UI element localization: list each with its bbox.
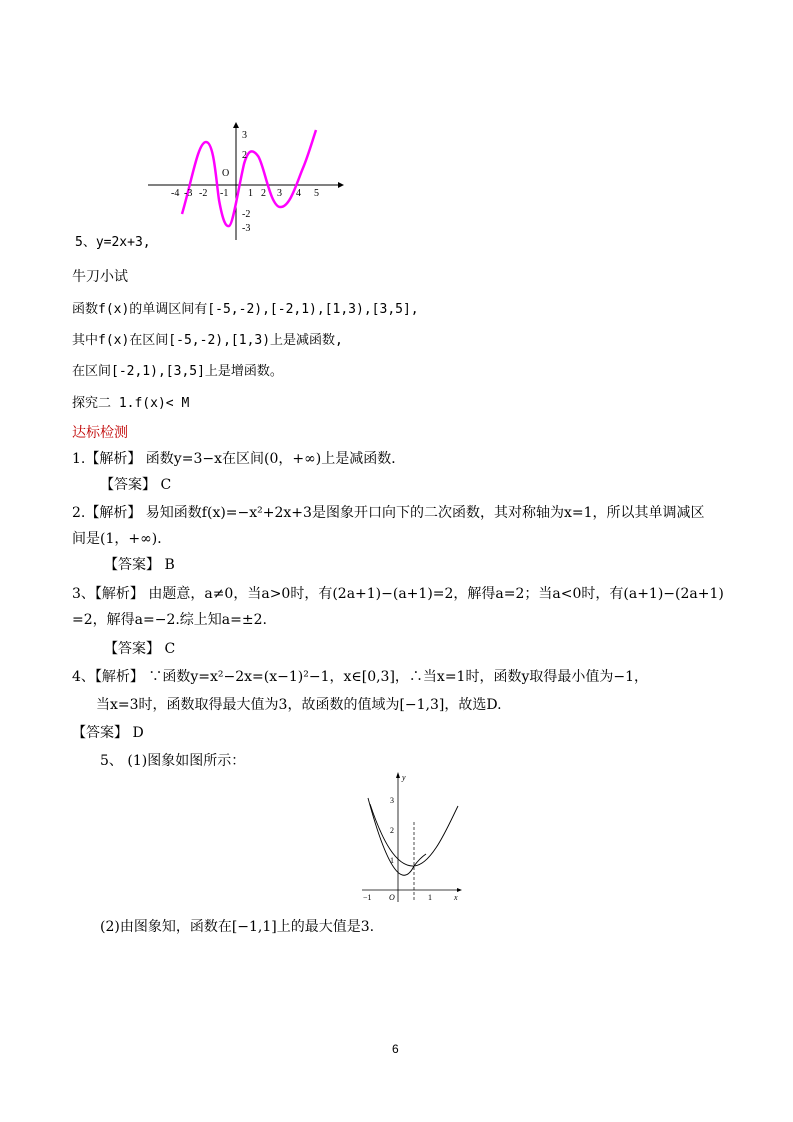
q3-analysis-1: 3、【解析】 由题意，a≠0，当a>0时，有(2a+1)−(a+1)=2，解得a=2；当a<0时，有(a+1)−(2a+1) [72, 586, 724, 602]
tick-x: -2 [199, 188, 208, 199]
line-tanjiu: 探究二 1.f(x)< M [72, 396, 190, 411]
tick-x: -3 [184, 188, 193, 199]
q4-answer: 【答案】 D [72, 725, 144, 741]
y-tick: 3 [390, 796, 394, 805]
q5-part2: (2)由图象知，函数在[−1,1]上的最大值是3. [100, 919, 375, 935]
q1-answer: 【答案】 C [100, 477, 172, 493]
tick-x: -4 [171, 188, 180, 199]
x-axis-label: x [454, 893, 458, 902]
tick-y: 2 [242, 150, 247, 161]
q4-analysis-1: 4、【解析】 ∵函数y=x²−2x=(x−1)²−1，x∈[0,3]，∴当x=1时，函数y取得最小值为−1， [72, 669, 649, 685]
tick-x: 5 [314, 188, 319, 199]
y-tick: 2 [390, 826, 394, 835]
origin-label: O [222, 168, 230, 179]
line-increasing: 在区间[-2,1),[3,5]上是增函数。 [72, 364, 283, 379]
y-axis-label: y [402, 773, 406, 782]
x-tick: −1 [363, 893, 372, 902]
tick-x: 4 [296, 188, 301, 199]
graph-2 [358, 770, 468, 906]
heading-dabiao: 达标检测 [72, 425, 128, 441]
graph-1 [140, 120, 350, 245]
line-monotone-intervals: 函数f(x)的单调区间有[-5,-2),[-2,1),[1,3),[3,5], [72, 302, 419, 317]
q2-analysis-2: 间是(1，+∞)． [72, 531, 172, 547]
tick-x: 3 [277, 188, 282, 199]
tick-y: 3 [242, 130, 247, 141]
line-decreasing: 其中f(x)在区间[-5,-2),[1,3)上是减函数, [72, 333, 343, 348]
q3-answer: 【答案】 C [104, 641, 176, 657]
line-5: 5、y=2x+3, [75, 235, 151, 250]
q4-analysis-2: 当x=3时，函数取得最大值为3，故函数的值域为[−1,3]，故选D. [96, 697, 502, 713]
q3-analysis-2: =2，解得a=−2.综上知a=±2. [72, 612, 267, 628]
x-tick: 1 [428, 893, 432, 902]
heading-niudao: 牛刀小试 [72, 269, 128, 285]
q1-analysis: 1.【解析】 函数y=3−x在区间(0，+∞)上是减函数． [72, 451, 406, 467]
q2-answer: 【答案】 B [104, 557, 175, 573]
page-number: 6 [392, 1042, 399, 1056]
tick-x: 2 [261, 188, 266, 199]
q2-analysis-1: 2.【解析】 易知函数f(x)=−x²+2x+3是图象开口向下的二次函数，其对称轴为x=1，所以其单调减区 [72, 505, 705, 521]
tick-y: -2 [242, 209, 251, 220]
origin-label: O [389, 893, 395, 902]
y-tick: 1 [390, 856, 394, 865]
tick-x: 1 [248, 188, 253, 199]
q5-part1: 5、 (1)图象如图所示： [100, 753, 246, 769]
parabola-curve [368, 798, 426, 875]
tick-x: -1 [220, 188, 229, 199]
tick-y: -3 [242, 223, 251, 234]
